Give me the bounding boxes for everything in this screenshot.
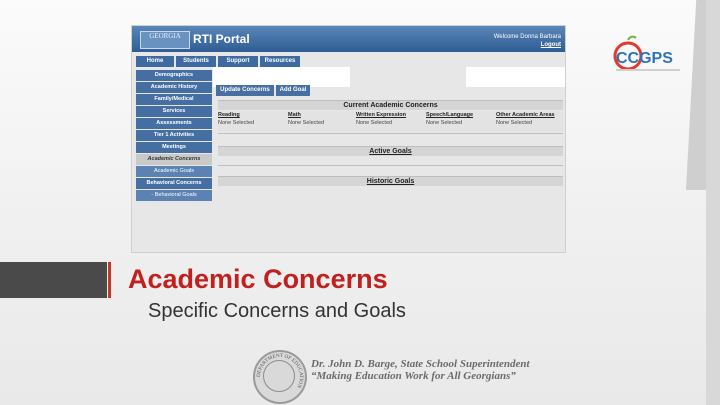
sidebar-item[interactable]: Family/Medical: [136, 94, 212, 105]
slide-title: Academic Concerns: [128, 264, 388, 294]
blank-block-left: [213, 67, 350, 87]
welcome-area: [494, 33, 561, 49]
column-header-written-expression[interactable]: Written Expression: [356, 112, 407, 118]
rti-portal-screenshot: [131, 25, 566, 253]
column-value: None Selected: [496, 120, 533, 126]
concern-column: [218, 111, 288, 127]
active-goals-header[interactable]: Active Goals: [218, 146, 563, 156]
nav-students[interactable]: Students: [176, 56, 216, 67]
column-value: None Selected: [356, 120, 393, 126]
slide-subtitle: Specific Concerns and Goals: [148, 300, 406, 322]
nav-resources[interactable]: Resources: [260, 56, 300, 67]
concerns-columns: [218, 111, 563, 131]
historic-goals-header[interactable]: Historic Goals: [218, 176, 563, 186]
seal-text: DEPARTMENT OF EDUCATION: [255, 352, 305, 389]
leaf-icon: [628, 37, 636, 40]
blank-block-right: [466, 67, 565, 87]
tab-add-goal[interactable]: Add Goal: [276, 85, 310, 96]
sidebar-item[interactable]: Assessments: [136, 118, 212, 129]
accent-stripe: [0, 262, 107, 298]
logo-underline: [616, 69, 680, 71]
nav-home[interactable]: Home: [136, 56, 174, 67]
logout-link[interactable]: Logout: [540, 42, 561, 48]
sidebar-item[interactable]: - Behavioral Goals: [136, 190, 212, 201]
corner-edge: [706, 0, 720, 405]
column-header-speech-language[interactable]: Speech/Language: [426, 112, 474, 118]
column-header-math[interactable]: Math: [288, 112, 301, 118]
portal-header: [132, 26, 565, 52]
column-header-other-academic[interactable]: Other Academic Areas: [496, 112, 555, 118]
sidebar-item[interactable]: Demographics: [136, 70, 212, 81]
column-header-reading[interactable]: Reading: [218, 112, 240, 118]
divider: [218, 165, 563, 166]
seal-text-ring: [253, 350, 307, 404]
portal-logo: [140, 31, 190, 49]
column-value: None Selected: [218, 120, 255, 126]
decorative-corner: [686, 0, 720, 405]
sidebar-item[interactable]: Tier 1 Activities: [136, 130, 212, 141]
portal-logo-text: GEORGIA: [149, 32, 181, 40]
tab-update-concerns[interactable]: Update Concerns: [216, 85, 274, 96]
sidebar-item[interactable]: Services: [136, 106, 212, 117]
concern-column: [426, 111, 496, 127]
divider: [218, 133, 563, 134]
current-concerns-header: Current Academic Concerns: [218, 100, 563, 110]
accent-bar: [108, 262, 111, 298]
superintendent-motto: “Making Education Work for All Georgians”: [311, 370, 516, 382]
sidebar-item[interactable]: Behavioral Concerns: [136, 178, 212, 189]
sidebar-item[interactable]: Academic History: [136, 82, 212, 93]
column-value: None Selected: [426, 120, 463, 126]
sidebar-item[interactable]: Meetings: [136, 142, 212, 153]
ccgps-text: CCGPS: [616, 50, 673, 67]
portal-title: RTI Portal: [193, 32, 250, 46]
concern-column: [496, 111, 563, 127]
concern-column: [356, 111, 426, 127]
sidebar-item[interactable]: Academic Concerns: [136, 154, 212, 165]
sidebar-item[interactable]: Academic Goals: [136, 166, 212, 177]
superintendent-credit: [311, 358, 530, 382]
welcome-text: Welcome Donna Barbara: [493, 34, 561, 40]
main-nav: [136, 56, 564, 67]
nav-support[interactable]: Support: [218, 56, 258, 67]
concern-column: [288, 111, 358, 127]
superintendent-name: Dr. John D. Barge, State School Superintendent: [311, 358, 530, 370]
svg-text:DEPARTMENT OF EDUCATION: [256, 353, 304, 389]
column-value: None Selected: [288, 120, 325, 126]
ccgps-logo: [612, 34, 684, 78]
portal-sidebar: [136, 70, 212, 202]
